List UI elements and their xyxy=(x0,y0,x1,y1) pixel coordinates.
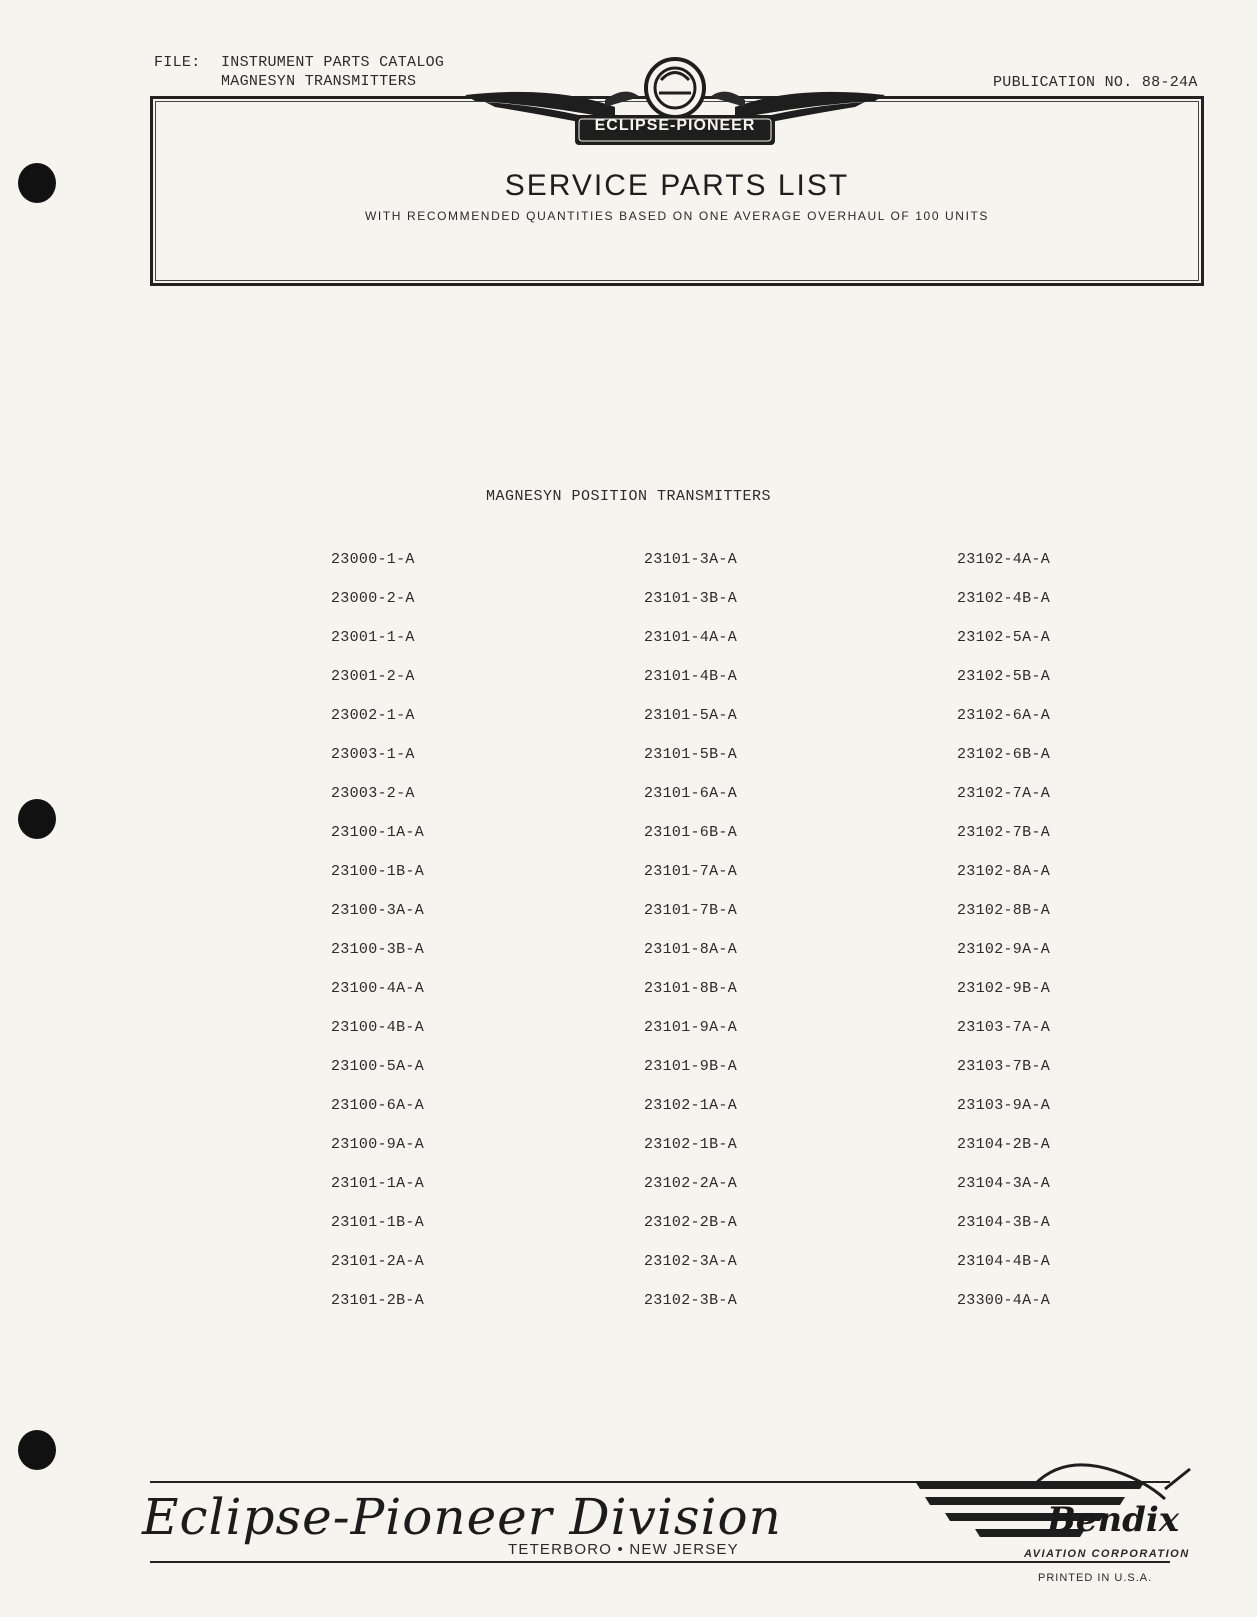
list-heading: MAGNESYN POSITION TRANSMITTERS xyxy=(485,488,772,505)
part-number: 23101-4B-A xyxy=(644,668,738,685)
part-number: 23101-1A-A xyxy=(331,1175,425,1192)
part-number: 23102-1B-A xyxy=(644,1136,738,1153)
part-number: 23102-6B-A xyxy=(957,746,1051,763)
page-title: SERVICE PARTS LIST xyxy=(504,169,850,202)
part-number: 23000-1-A xyxy=(331,551,415,568)
part-number: 23102-2B-A xyxy=(644,1214,738,1231)
part-number: 23102-4A-A xyxy=(957,551,1051,568)
part-number: 23102-2A-A xyxy=(644,1175,738,1192)
part-number: 23102-9B-A xyxy=(957,980,1051,997)
binder-hole-bottom xyxy=(18,1430,56,1470)
footer-rule-bottom xyxy=(150,1561,1170,1563)
part-number: 23101-6B-A xyxy=(644,824,738,841)
part-number: 23103-9A-A xyxy=(957,1097,1051,1114)
part-number: 23101-4A-A xyxy=(644,629,738,646)
part-number: 23100-6A-A xyxy=(331,1097,425,1114)
part-number: 23101-7B-A xyxy=(644,902,738,919)
part-number: 23001-1-A xyxy=(331,629,415,646)
page-subtitle: WITH RECOMMENDED QUANTITIES BASED ON ONE AVERAGE OVERHAUL OF 100 UNITS xyxy=(364,209,990,223)
part-number: 23003-1-A xyxy=(331,746,415,763)
part-number: 23102-3A-A xyxy=(644,1253,738,1270)
parts-column-3 xyxy=(957,540,1050,1320)
part-number: 23000-2-A xyxy=(331,590,415,607)
brand-banner-text: ECLIPSE-PIONEER xyxy=(594,117,756,134)
bendix-wordmark: Bendix xyxy=(1047,1500,1180,1540)
part-number: 23101-3A-A xyxy=(644,551,738,568)
location: TETERBORO • NEW JERSEY xyxy=(508,1541,739,1558)
parts-column-1 xyxy=(331,540,424,1320)
part-number: 23104-3B-A xyxy=(957,1214,1051,1231)
part-number: 23100-1A-A xyxy=(331,824,425,841)
part-number: 23101-5A-A xyxy=(644,707,738,724)
part-number: 23104-4B-A xyxy=(957,1253,1051,1270)
part-number: 23103-7B-A xyxy=(957,1058,1051,1075)
part-number: 23002-1-A xyxy=(331,707,415,724)
part-number: 23103-7A-A xyxy=(957,1019,1051,1036)
part-number: 23102-6A-A xyxy=(957,707,1051,724)
binder-hole-top xyxy=(18,163,56,203)
part-number: 23102-7A-A xyxy=(957,785,1051,802)
part-number: 23001-2-A xyxy=(331,668,415,685)
part-number: 23101-2B-A xyxy=(331,1292,425,1309)
part-number: 23102-7B-A xyxy=(957,824,1051,841)
part-number: 23100-3A-A xyxy=(331,902,425,919)
part-number: 23101-5B-A xyxy=(644,746,738,763)
part-number: 23101-3B-A xyxy=(644,590,738,607)
part-number: 23104-3A-A xyxy=(957,1175,1051,1192)
part-number: 23102-9A-A xyxy=(957,941,1051,958)
part-number: 23101-8B-A xyxy=(644,980,738,997)
eclipse-pioneer-logo xyxy=(465,55,885,150)
part-number: 23100-3B-A xyxy=(331,941,425,958)
division-name: Eclipse-Pioneer Division xyxy=(142,1488,782,1546)
part-number: 23101-9A-A xyxy=(644,1019,738,1036)
part-number: 23104-2B-A xyxy=(957,1136,1051,1153)
part-number: 23102-8B-A xyxy=(957,902,1051,919)
file-label: FILE: xyxy=(154,54,201,71)
part-number: 23100-9A-A xyxy=(331,1136,425,1153)
part-number: 23102-8A-A xyxy=(957,863,1051,880)
part-number: 23102-3B-A xyxy=(644,1292,738,1309)
part-number: 23102-5B-A xyxy=(957,668,1051,685)
part-number: 23100-4B-A xyxy=(331,1019,425,1036)
part-number: 23102-1A-A xyxy=(644,1097,738,1114)
aviation-corporation: AVIATION CORPORATION xyxy=(1024,1548,1190,1560)
part-number: 23101-6A-A xyxy=(644,785,738,802)
parts-column-2 xyxy=(644,540,737,1320)
part-number: 23101-2A-A xyxy=(331,1253,425,1270)
publication-number: PUBLICATION NO. 88-24A xyxy=(993,74,1198,91)
part-number: 23102-5A-A xyxy=(957,629,1051,646)
file-line-2: MAGNESYN TRANSMITTERS xyxy=(221,73,417,90)
part-number: 23101-7A-A xyxy=(644,863,738,880)
printed-in-usa: PRINTED IN U.S.A. xyxy=(1038,1572,1153,1584)
part-number: 23100-4A-A xyxy=(331,980,425,997)
binder-hole-middle xyxy=(18,799,56,839)
part-number: 23101-9B-A xyxy=(644,1058,738,1075)
part-number: 23100-5A-A xyxy=(331,1058,425,1075)
part-number: 23101-1B-A xyxy=(331,1214,425,1231)
part-number: 23102-4B-A xyxy=(957,590,1051,607)
part-number: 23101-8A-A xyxy=(644,941,738,958)
part-number: 23003-2-A xyxy=(331,785,415,802)
part-number: 23100-1B-A xyxy=(331,863,425,880)
file-line-1: INSTRUMENT PARTS CATALOG xyxy=(221,54,445,71)
part-number: 23300-4A-A xyxy=(957,1292,1051,1309)
